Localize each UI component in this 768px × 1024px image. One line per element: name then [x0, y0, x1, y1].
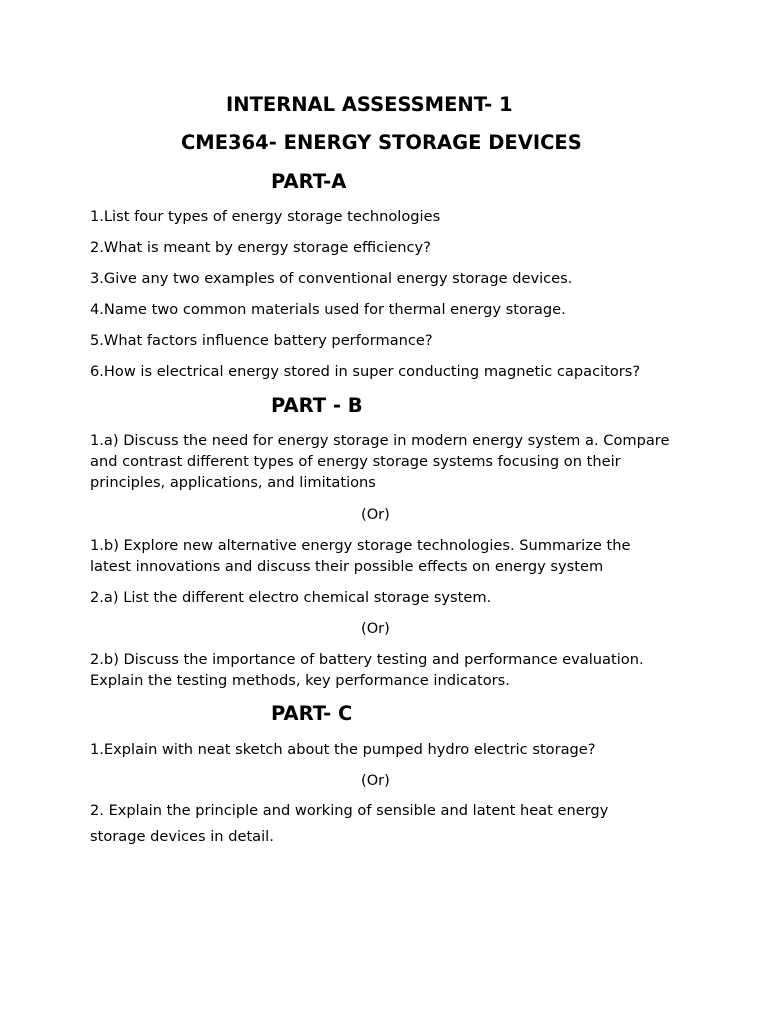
course-title: CME364- ENERGY STORAGE DEVICES — [181, 131, 582, 154]
part-b-question-1a: 1.a) Discuss the need for energy storage in modern energy system a. Compare and contrast different types of energy storage systems focusing on their principles, applications, and limitations — [90, 432, 670, 491]
part-a-question-6: 6.How is electrical energy stored in super conducting magnetic capacitors? — [90, 363, 641, 380]
part-c-or: (Or) — [361, 772, 390, 789]
document-title: INTERNAL ASSESSMENT- 1 — [226, 93, 513, 116]
part-a-heading: PART-A — [271, 170, 347, 193]
part-c-question-1: 1.Explain with neat sketch about the pumped hydro electric storage? — [90, 741, 596, 758]
part-b-question-2a: 2.a) List the different electro chemical storage system. — [90, 589, 492, 606]
part-c-question-2: 2. Explain the principle and working of sensible and latent heat energy storage devices in detail. — [90, 802, 609, 845]
part-a-question-1: 1.List four types of energy storage technologies — [90, 208, 441, 225]
part-b-heading: PART - B — [271, 394, 363, 417]
part-a-question-4: 4.Name two common materials used for thermal energy storage. — [90, 301, 566, 318]
part-c-heading: PART- C — [271, 702, 353, 725]
part-a-question-2: 2.What is meant by energy storage efficiency? — [90, 239, 431, 256]
part-b-question-1b: 1.b) Explore new alternative energy storage technologies. Summarize the latest innovations and discuss their possible effects on energy system — [90, 537, 631, 575]
part-b-or-1: (Or) — [361, 506, 390, 523]
part-b-question-2b: 2.b) Discuss the importance of battery testing and performance evaluation. Explain the testing methods, key performance indicators. — [90, 651, 644, 689]
part-a-question-3: 3.Give any two examples of conventional energy storage devices. — [90, 270, 573, 287]
part-a-question-5: 5.What factors influence battery performance? — [90, 332, 433, 349]
part-b-or-2: (Or) — [361, 620, 390, 637]
